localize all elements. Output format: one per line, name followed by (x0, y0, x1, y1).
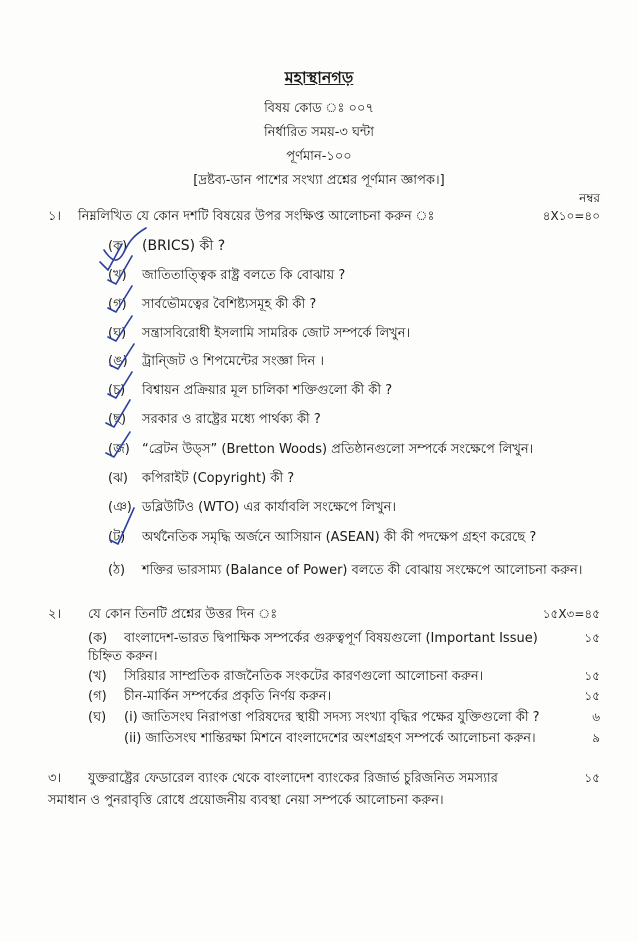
q1-item-text: (BRICS) কী ? (142, 238, 226, 254)
q1-item-text: ট্রান্জিট ও শিপমেন্টের সংজ্ঞা দিন । (142, 354, 325, 369)
q2-item-text: চীন-মার্কিন সম্পর্কের প্রকৃতি নির্ণয় করুন। (124, 689, 332, 704)
q3-text: যুক্তরাষ্ট্রের ফেডারেল ব্যাংক থেকে বাংলাদেশ ব্যাংকের রিজার্ভ চুরিজনিত সমস্যার (88, 771, 498, 786)
q1-item-label: (ঘ) (108, 326, 127, 341)
q3-continuation: সমাধান ও পুনরাবৃত্তি রোধে প্রয়োজনীয় ব্যবস্থা নেয়া সম্পর্কে আলোচনা করুন। (48, 793, 444, 808)
q3-number: ৩। (48, 771, 62, 786)
page-title: মহাস্থানগড় (284, 68, 354, 87)
q1-item-text: সন্ত্রাসবিরোধী ইসলামি সামরিক জোট সম্পর্কে লিখুন। (142, 326, 411, 341)
time-limit: নির্ধারিত সময়-৩ ঘন্টা (263, 125, 375, 140)
q1-marks: ৪X১০=৪০ (542, 209, 600, 223)
q1-item-text: বিশ্বায়ন প্রক্রিয়ার মূল চালিকা শক্তিগুলো কী কী ? (142, 383, 393, 398)
q2-item-continuation: চিহ্নিত করুন। (88, 649, 158, 664)
q2-item-label: (খ) (88, 669, 107, 684)
q3-marks: ১৫ (584, 771, 600, 785)
q1-item-label: (গ) (108, 297, 127, 312)
q2-item-marks: ১৫ (584, 689, 600, 703)
full-marks: পূর্ণমান-১০০ (286, 149, 352, 164)
q2-item-text: (i) জাতিসংঘ নিরাপত্তা পরিষদের স্থায়ী সদস্য সংখ্যা বৃদ্ধির পক্ষের যুক্তিগুলো কী ? (124, 710, 540, 725)
q1-item-label: (ঙ) (108, 354, 128, 369)
q1-item-label: (ছ) (108, 412, 127, 427)
q1-item-label: (খ) (108, 268, 127, 283)
q1-item-text: সরকার ও রাষ্ট্রের মধ্যে পার্থক্য কী ? (142, 412, 321, 427)
instruction-note: [দ্রষ্টব্য-ডান পাশের সংখ্যা প্রশ্নের পূর্ণমান জ্ঞাপক।] (193, 173, 445, 188)
q1-item-label: (ট) (108, 530, 126, 545)
q1-number: ১। (48, 209, 62, 224)
q1-item-label: (ঞ) (108, 500, 132, 515)
q1-item-text: জাতিতাত্ত্বিক রাষ্ট্র বলতে কি বোঝায় ? (142, 268, 346, 283)
marks-column-label: নম্বর (579, 191, 600, 205)
q1-item-text: অর্থনৈতিক সমৃদ্ধি অর্জনে আসিয়ান (ASEAN) কী কী পদক্ষেপ গ্রহণ করেছে ? (142, 530, 537, 545)
q1-text: নিম্নলিখিত যে কোন দশটি বিষয়ের উপর সংক্ষিপ্ত আলোচনা করুন ঃ (78, 209, 435, 224)
q1-item-text: কপিরাইট (Copyright) কী ? (142, 471, 295, 486)
q2-item-label: (ক) (88, 631, 108, 646)
q1-item-text: “ব্রেটন উড্স” (Bretton Woods) প্রতিষ্ঠানগুলো সম্পর্কে সংক্ষেপে লিখুন। (142, 442, 534, 457)
q2-item-label: (গ) (88, 689, 107, 704)
q1-item-label: (ঝ) (108, 471, 128, 486)
q1-item-label: (ঠ) (108, 563, 126, 578)
q2-text: যে কোন তিনটি প্রশ্নের উত্তর দিন ঃ (88, 607, 278, 622)
q2-marks: ১৫X৩=৪৫ (542, 607, 600, 621)
q2-item-marks: ১৫ (584, 631, 600, 645)
q2-item-text: (ii) জাতিসংঘ শান্তিরক্ষা মিশনে বাংলাদেশের অংশগ্রহণ সম্পর্কে আলোচনা করুন। (124, 731, 536, 746)
q1-item-text: ডব্লিউটিও (WTO) এর কার্যাবলি সংক্ষেপে লিখুন। (142, 500, 397, 515)
q1-item-text: শক্তির ভারসাম্য (Balance of Power) বলতে কী বোঝায় সংক্ষেপে আলোচনা করুন। (142, 563, 583, 578)
q2-item-marks: ৬ (592, 710, 600, 724)
q2-number: ২। (48, 607, 62, 622)
q1-item-text: সার্বভৌমত্বের বৈশিষ্ট্যসমূহ কী কী ? (142, 297, 317, 312)
subject-code: বিষয় কোড ঃ ০০৭ (264, 101, 374, 116)
q1-item-label: (ক) (108, 239, 128, 254)
q2-item-label: (ঘ) (88, 710, 107, 725)
q2-item-text: বাংলাদেশ-ভারত দ্বিপাক্ষিক সম্পর্কের গুরুত্বপূর্ণ বিষয়গুলো (Important Issue) (124, 631, 538, 646)
q2-item-text: সিরিয়ার সাম্প্রতিক রাজনৈতিক সংকটের কারণগুলো আলোচনা করুন। (124, 669, 484, 684)
q1-item-label: (জ) (108, 442, 130, 457)
q1-item-label: (চ) (108, 383, 126, 398)
q2-item-marks: ৯ (592, 731, 600, 745)
q2-item-marks: ১৫ (584, 669, 600, 683)
